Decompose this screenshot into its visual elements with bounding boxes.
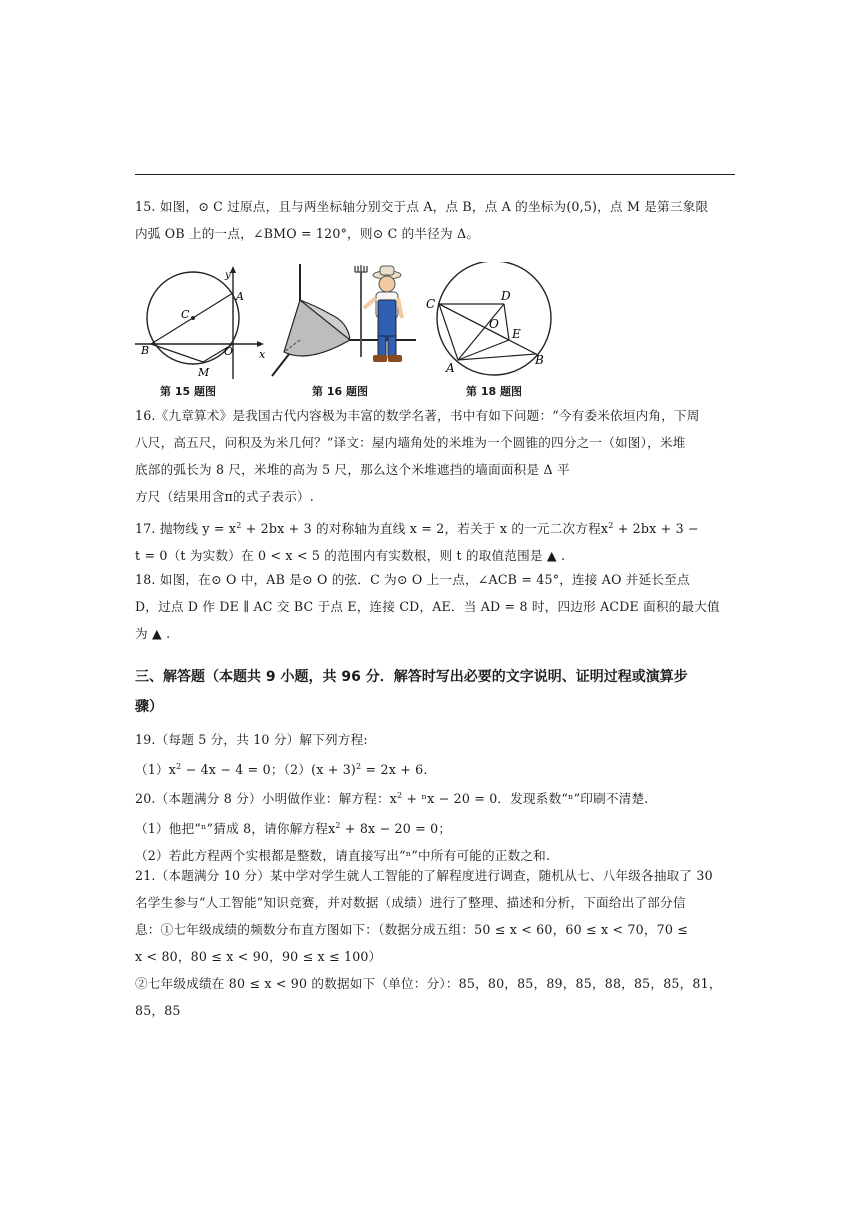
q17-sup-1: 2 xyxy=(236,521,242,530)
q17-line-2: t = 0（t 为实数）在 0 < x < 5 的范围内有实数根，则 t 的取值范围是 ▲ . xyxy=(135,548,566,564)
q20-line-3: （2）若此方程两个实根都是整数，请直接写出“ⁿ”中所有可能的正数之和. xyxy=(135,848,551,864)
fig16-caption: 第 16 题图 xyxy=(312,385,368,398)
question-21 xyxy=(135,862,735,1024)
figure-15 xyxy=(135,262,267,382)
q20-l1a: 20.（本题满分 8 分）小明做作业：解方程：x xyxy=(135,791,398,807)
q20-l2a: （1）他把“ⁿ”猜成 8，请你解方程x xyxy=(135,821,336,837)
fig18-label-e: E xyxy=(512,327,521,341)
q19-l2a: （1）x xyxy=(135,762,177,778)
q16-line-3: 底部的弧长为 8 尺，米堆的高为 5 尺，那么这个米堆遮挡的墙面面积是 Δ 平 xyxy=(135,462,570,477)
q21-line-1: 21.（本题满分 10 分）某中学对学生就人工智能的了解程度进行调查，随机从七、八年级各抽取了 30 xyxy=(135,868,713,883)
fig18-caption: 第 18 题图 xyxy=(466,385,522,398)
q21-line-2: 名学生参与“人工智能”知识竞赛，并对数据（成绩）进行了整理、描述和分析，下面给出了部分信 xyxy=(135,895,686,910)
q17-l1b: + 2bx + 3 的对称轴为直线 x = 2，若关于 x 的一元二次方程x xyxy=(241,521,609,537)
q20-sup-1: 2 xyxy=(397,791,403,800)
section-3-heading xyxy=(135,662,735,722)
q18-line-2: D，过点 D 作 DE ∥ AC 交 BC 于点 E，连接 CD，AE．当 AD = 8 时，四边形 ACDE 面积的最大值 xyxy=(135,599,720,614)
q16-line-4: 方尺（结果用含π的式子表示）. xyxy=(135,489,314,504)
question-15 xyxy=(135,193,735,247)
fig15-label-c: C xyxy=(181,308,190,321)
fig18-label-b: B xyxy=(535,353,544,367)
fig15-label-a: A xyxy=(236,290,244,303)
fig18-label-a: A xyxy=(446,361,455,375)
fig18-label-c: C xyxy=(426,297,436,311)
q17-sup-2: 2 xyxy=(608,521,614,530)
q17-l1a: 17. 抛物线 y = x xyxy=(135,521,237,537)
q19-l2b: − 4x − 4 = 0；（2）(x + 3) xyxy=(181,762,357,778)
fig15-label-y: y xyxy=(225,270,231,281)
figure-18 xyxy=(422,262,557,382)
q20-l1b: + ⁿx − 20 = 0．发现系数“ⁿ”印刷不清楚. xyxy=(402,791,649,807)
figure-16 xyxy=(268,262,418,382)
fig18-label-o: O xyxy=(489,317,499,331)
q16-line-1: 16.《九章算术》是我国古代内容极为丰富的数学名著，书中有如下问题：“今有委米依垣内角，下周 xyxy=(135,408,700,423)
question-19 xyxy=(135,726,735,783)
fig15-label-b: B xyxy=(141,344,150,357)
q19-l2c: = 2x + 6. xyxy=(361,762,428,778)
q21-line-4: x < 80，80 ≤ x < 90，90 ≤ x ≤ 100） xyxy=(135,949,382,964)
q18-line-3: 为 ▲ . xyxy=(135,626,171,641)
q18-line-1: 18. 如图，在⊙ O 中，AB 是⊙ O 的弦．C 为⊙ O 上一点，∠ACB = 45°，连接 AO 并延长至点 xyxy=(135,572,690,587)
question-16 xyxy=(135,402,735,510)
q19-sup-2: 2 xyxy=(356,762,362,771)
q20-line-1 xyxy=(135,782,735,812)
fig15-label-m: M xyxy=(198,366,210,379)
header-rule xyxy=(135,174,735,175)
q21-line-6: 85，85 xyxy=(135,1003,181,1018)
section-3-line-2: 骤） xyxy=(135,699,163,715)
q20-line-2 xyxy=(135,812,735,842)
question-18 xyxy=(135,566,735,647)
q19-line-2 xyxy=(135,753,735,783)
section-3-line-1: 三、解答题（本题共 9 小题，共 96 分．解答时写出必要的文字说明、证明过程或演算步 xyxy=(135,669,688,685)
q16-line-2: 八尺，高五尺，问积及为米几何？”译文：屋内墙角处的米堆为一个圆锥的四分之一（如图），米堆 xyxy=(135,435,686,450)
q15-line-2: 内弧 OB 上的一点，∠BMO = 120°，则⊙ C 的半径为 Δ。 xyxy=(135,226,480,241)
q21-line-3: 息：①七年级成绩的频数分布直方图如下：（数据分成五组：50 ≤ x < 60，60 ≤ x < 70，70 ≤ xyxy=(135,922,689,937)
q19-line-1: 19.（每题 5 分，共 10 分）解下列方程: xyxy=(135,732,368,747)
q19-sup-1: 2 xyxy=(176,762,182,771)
question-17 xyxy=(135,512,735,569)
fig15-label-o: O xyxy=(224,345,234,358)
q20-l2b: + 8x − 20 = 0； xyxy=(340,821,452,837)
q17-l1c: + 2bx + 3 − xyxy=(613,521,699,537)
fig15-label-x: x xyxy=(259,348,266,361)
q17-line-1 xyxy=(135,512,735,542)
question-20 xyxy=(135,782,735,869)
q15-line-1: 15. 如图，⊙ C 过原点，且与两坐标轴分别交于点 A，点 B，点 A 的坐标为(0,5)，点 M 是第三象限 xyxy=(135,199,709,214)
q20-sup-2: 2 xyxy=(335,821,341,831)
q21-line-5: ②七年级成绩在 80 ≤ x < 90 的数据如下（单位：分）：85，80，85，89，85，88，85，85，81， xyxy=(135,976,722,991)
fig18-label-d: D xyxy=(501,289,511,303)
fig15-caption: 第 15 题图 xyxy=(160,385,216,398)
